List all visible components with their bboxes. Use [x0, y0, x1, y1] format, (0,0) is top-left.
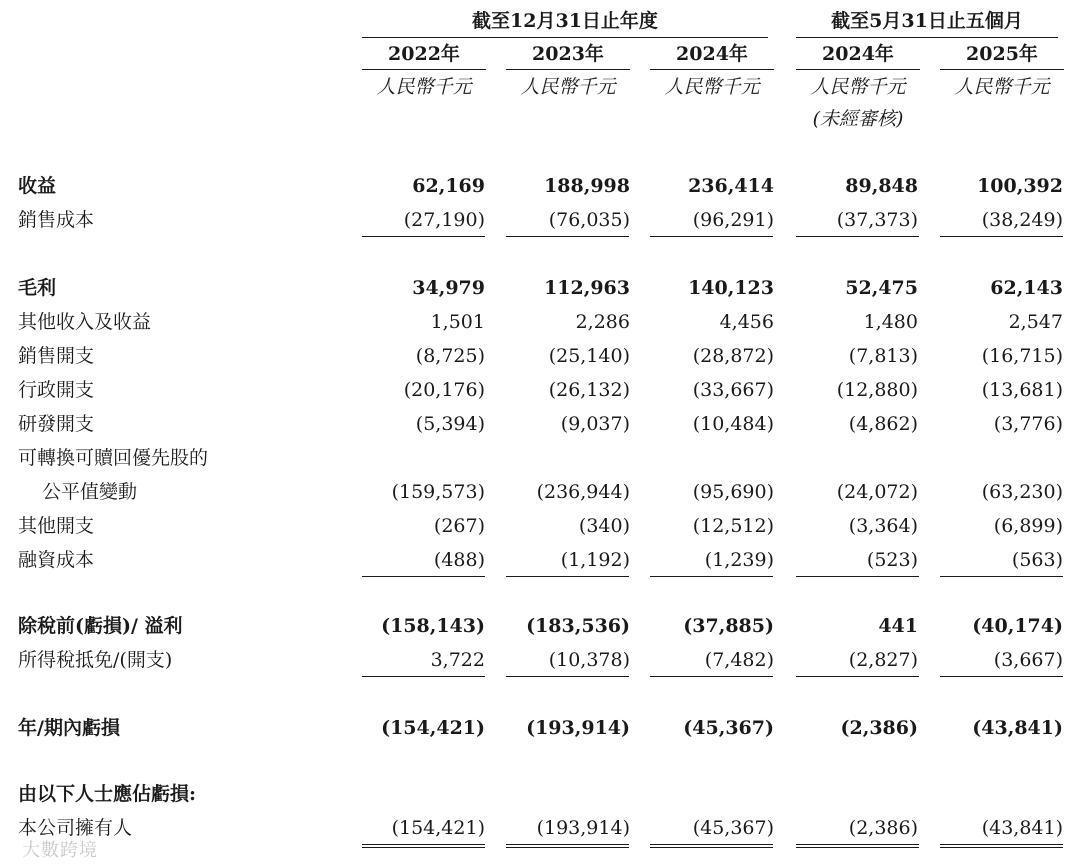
value-cell: (2,386)	[840, 717, 918, 739]
year-header-2022: 2022年	[362, 39, 486, 70]
value-cell: (10,378)	[548, 649, 630, 671]
double-underline	[362, 844, 485, 848]
double-underline	[796, 844, 919, 848]
double-underline	[940, 844, 1063, 848]
value-cell: (16,715)	[981, 345, 1063, 367]
value-cell: (43,841)	[981, 817, 1063, 839]
value-cell: (20,176)	[403, 379, 485, 401]
value-cell: (10,484)	[692, 413, 774, 435]
value-cell: 52,475	[845, 277, 918, 299]
value-cell: 3,722	[430, 649, 485, 671]
table-row	[0, 646, 1080, 678]
year-header-2023: 2023年	[506, 39, 630, 70]
value-cell: (8,725)	[415, 345, 485, 367]
value-cell: 62,169	[412, 175, 485, 197]
column-header-group-annual: 截至12月31日止年度	[362, 6, 768, 38]
value-cell: 140,123	[688, 277, 774, 299]
value-cell: (154,421)	[391, 817, 485, 839]
table-row	[0, 410, 1080, 442]
value-cell: 100,392	[977, 175, 1063, 197]
unit-label: 人民幣千元	[376, 76, 472, 98]
value-cell: (159,573)	[391, 481, 485, 503]
unaudited-label: (未經審核)	[812, 108, 904, 130]
subtotal-rule	[796, 236, 919, 237]
unit-label: 人民幣千元	[810, 76, 906, 98]
subtotal-rule	[796, 676, 919, 677]
value-cell: 34,979	[412, 277, 485, 299]
table-row	[0, 308, 1080, 340]
value-cell: 441	[878, 615, 918, 637]
row-label: 可轉換可贖回優先股的	[18, 447, 209, 469]
value-cell: (9,037)	[560, 413, 630, 435]
value-cell: (1,239)	[704, 549, 774, 571]
value-cell: (13,681)	[981, 379, 1063, 401]
value-cell: (193,914)	[526, 717, 630, 739]
value-cell: (37,885)	[683, 615, 774, 637]
value-cell: (3,364)	[848, 515, 918, 537]
value-cell: (1,192)	[560, 549, 630, 571]
table-row	[0, 172, 1080, 204]
value-cell: (28,872)	[692, 345, 774, 367]
table-row	[0, 814, 1080, 846]
row-label: 本公司擁有人	[18, 817, 133, 839]
value-cell: (183,536)	[526, 615, 630, 637]
value-cell: (25,140)	[548, 345, 630, 367]
double-underline	[506, 844, 629, 848]
double-underline	[650, 844, 773, 848]
value-cell: 2,286	[575, 311, 630, 333]
table-row	[0, 376, 1080, 408]
value-cell: (96,291)	[692, 209, 774, 231]
year-header-2025-5m: 2025年	[940, 39, 1064, 70]
table-row	[0, 444, 1080, 476]
value-cell: (6,899)	[993, 515, 1063, 537]
subtotal-rule	[362, 576, 485, 577]
table-row	[0, 274, 1080, 306]
value-cell: (193,914)	[536, 817, 630, 839]
table-row	[0, 512, 1080, 544]
row-label: 其他開支	[18, 515, 95, 537]
value-cell: (340)	[578, 515, 630, 537]
subtotal-rule	[506, 236, 629, 237]
subtotal-rule	[796, 576, 919, 577]
subtotal-rule	[506, 676, 629, 677]
value-cell: 236,414	[688, 175, 774, 197]
row-label: 銷售成本	[18, 209, 95, 231]
value-cell: 89,848	[845, 175, 918, 197]
subtotal-rule	[362, 236, 485, 237]
table-row	[0, 612, 1080, 644]
value-cell: (7,813)	[848, 345, 918, 367]
table-row	[0, 714, 1080, 746]
value-cell: (26,132)	[548, 379, 630, 401]
row-label: 年/期內虧損	[18, 717, 120, 739]
subtotal-rule	[650, 576, 773, 577]
row-label: 其他收入及收益	[18, 311, 152, 333]
value-cell: 188,998	[544, 175, 630, 197]
table-row	[0, 546, 1080, 578]
value-cell: (37,373)	[836, 209, 918, 231]
value-cell: (45,367)	[692, 817, 774, 839]
value-cell: (63,230)	[981, 481, 1063, 503]
row-label: 除稅前(虧損)/ 溢利	[18, 615, 183, 637]
value-cell: (5,394)	[415, 413, 485, 435]
value-cell: 1,501	[430, 311, 485, 333]
column-header-group-five-months: 截至5月31日止五個月	[796, 6, 1058, 38]
value-cell: (158,143)	[381, 615, 485, 637]
value-cell: 2,547	[1008, 311, 1063, 333]
value-cell: 112,963	[544, 277, 630, 299]
row-label: 銷售開支	[18, 345, 95, 367]
value-cell: (267)	[433, 515, 485, 537]
row-label: 融資成本	[18, 549, 95, 571]
unit-label: 人民幣千元	[954, 76, 1050, 98]
value-cell: (154,421)	[381, 717, 485, 739]
table-row	[0, 478, 1080, 510]
value-cell: (43,841)	[972, 717, 1063, 739]
value-cell: (38,249)	[981, 209, 1063, 231]
value-cell: (33,667)	[692, 379, 774, 401]
row-label: 所得稅抵免/(開支)	[18, 649, 173, 671]
value-cell: (2,827)	[848, 649, 918, 671]
value-cell: 4,456	[719, 311, 774, 333]
table-row	[0, 780, 1080, 812]
watermark: 大數跨境	[22, 840, 98, 861]
subtotal-rule	[362, 676, 485, 677]
subtotal-rule	[940, 676, 1063, 677]
value-cell: 62,143	[990, 277, 1063, 299]
value-cell: (2,386)	[848, 817, 918, 839]
value-cell: (3,667)	[993, 649, 1063, 671]
row-label: 研發開支	[18, 413, 95, 435]
subtotal-rule	[506, 576, 629, 577]
value-cell: (236,944)	[536, 481, 630, 503]
subtotal-rule	[940, 236, 1063, 237]
value-cell: (45,367)	[683, 717, 774, 739]
value-cell: (12,880)	[836, 379, 918, 401]
value-cell: (40,174)	[972, 615, 1063, 637]
row-label: 公平值變動	[42, 481, 138, 503]
value-cell: (12,512)	[692, 515, 774, 537]
subtotal-rule	[650, 236, 773, 237]
value-cell: (27,190)	[403, 209, 485, 231]
table-row	[0, 342, 1080, 374]
value-cell: (563)	[1011, 549, 1063, 571]
value-cell: (488)	[433, 549, 485, 571]
value-cell: (3,776)	[993, 413, 1063, 435]
value-cell: (24,072)	[836, 481, 918, 503]
row-label: 毛利	[18, 277, 57, 299]
unit-label: 人民幣千元	[664, 76, 760, 98]
unit-label: 人民幣千元	[520, 76, 616, 98]
row-label: 收益	[18, 175, 57, 197]
year-header-2024: 2024年	[650, 39, 774, 70]
subtotal-rule	[940, 576, 1063, 577]
value-cell: 1,480	[863, 311, 918, 333]
row-label: 行政開支	[18, 379, 95, 401]
value-cell: (95,690)	[692, 481, 774, 503]
year-header-2024-5m: 2024年	[796, 39, 920, 70]
row-label: 由以下人士應佔虧損:	[18, 783, 197, 805]
subtotal-rule	[650, 676, 773, 677]
value-cell: (4,862)	[848, 413, 918, 435]
value-cell: (76,035)	[548, 209, 630, 231]
value-cell: (7,482)	[704, 649, 774, 671]
table-row	[0, 206, 1080, 238]
value-cell: (523)	[866, 549, 918, 571]
